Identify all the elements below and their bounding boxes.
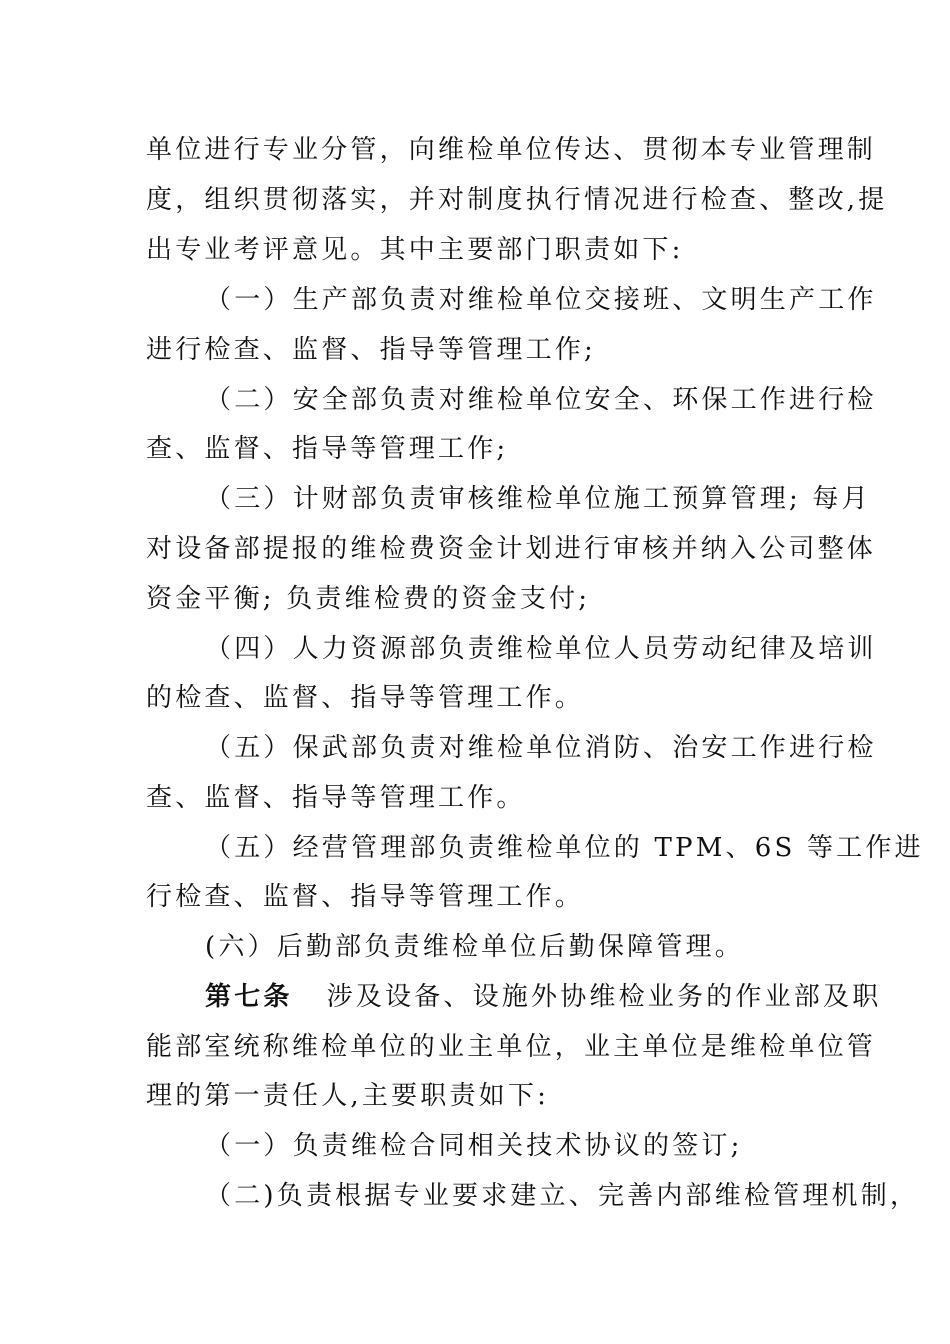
text-line: （四）人力资源部负责维检单位人员劳动纪律及培训 — [205, 634, 877, 664]
text-line: (六）后勤部负责维检单位后勤保障管理。 — [205, 932, 744, 962]
text-line: 对设备部提报的维检费资金计划进行审核并纳入公司整体 — [146, 534, 877, 564]
text-line: （二）安全部负责对维检单位安全、环保工作进行检 — [205, 385, 877, 415]
text-line: 单位进行专业分管，向维检单位传达、贯彻本专业管理制 — [146, 135, 877, 165]
article-heading: 第七条 — [205, 982, 293, 1012]
text-line: 查、监督、指导等管理工作; — [146, 434, 509, 464]
text-line: 资金平衡; 负责维检费的资金支付; — [146, 584, 591, 614]
text-line: （五）保武部负责对维检单位消防、治安工作进行检 — [205, 733, 877, 763]
text-line: 理的第一责任人,主要职责如下: — [146, 1081, 550, 1111]
text-line: （一）负责维检合同相关技术协议的签订; — [205, 1131, 743, 1161]
text-line: （五）经营管理部负责维检单位的 TPM、6S 等工作进 — [205, 833, 924, 863]
article-7-line — [205, 977, 885, 1017]
text-line: 行检查、监督、指导等管理工作。 — [146, 882, 585, 912]
text-line: 查、监督、指导等管理工作。 — [146, 783, 526, 813]
text-line: （二)负责根据专业要求建立、完善内部维检管理机制， — [205, 1181, 920, 1211]
text-line: 能部室统称维检单位的业主单位，业主单位是维检单位管 — [146, 1032, 877, 1062]
article-text: 涉及设备、设施外协维检业务的作业部及职 — [326, 982, 882, 1012]
text-line: 进行检查、监督、指导等管理工作; — [146, 335, 596, 365]
text-line: 度，组织贯彻落实，并对制度执行情况进行检查、整改,提 — [146, 185, 888, 215]
text-line: （一）生产部负责对维检单位交接班、文明生产工作 — [205, 285, 877, 315]
text-line: 出专业考评意见。其中主要部门职责如下: — [146, 235, 684, 265]
text-line: （三）计财部负责审核维检单位施工预算管理; 每月 — [205, 484, 871, 514]
text-line: 的检查、监督、指导等管理工作。 — [146, 683, 585, 713]
